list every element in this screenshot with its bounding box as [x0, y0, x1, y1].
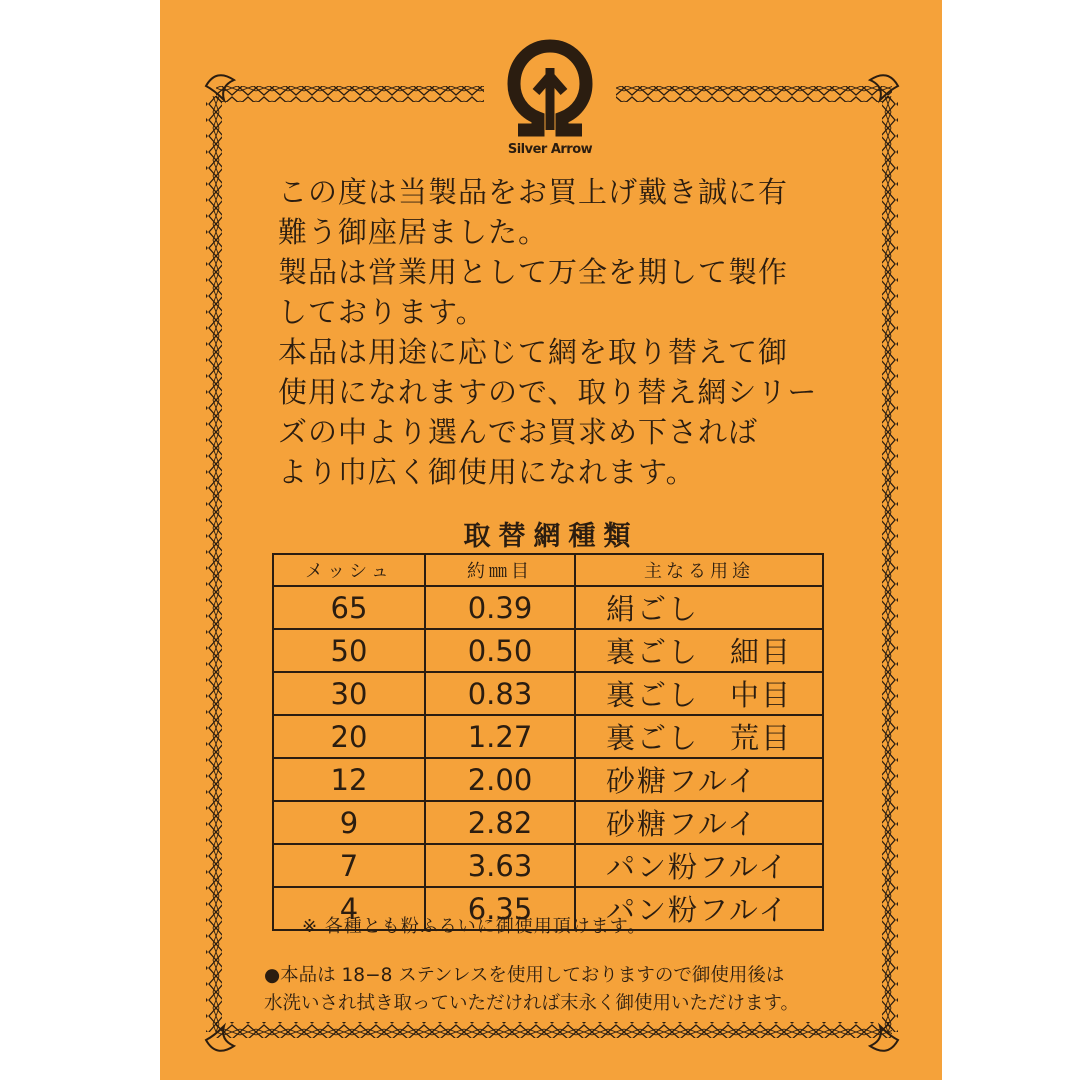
cell-use: 砂糖フルイ	[575, 758, 823, 801]
cell-size: 2.00	[425, 758, 575, 801]
intro-line: この度は当製品をお買上げ戴き誠に有	[278, 175, 789, 209]
cell-mesh: 9	[273, 801, 425, 844]
table-row	[273, 586, 823, 629]
header-main-use: 主なる用途	[575, 554, 823, 586]
cell-mesh: 4	[273, 887, 425, 930]
table-row	[273, 801, 823, 844]
cell-size: 6.35	[425, 887, 575, 930]
table-title: 取替網種類	[463, 521, 639, 552]
cell-size: 0.50	[425, 629, 575, 672]
table-note: ※ 各種とも粉ふるいに御使用頂けます。	[302, 916, 647, 937]
intro-line: 本品は用途に応じて網を取り替えて御	[278, 335, 789, 369]
cell-mesh: 30	[273, 672, 425, 715]
header-opening-size: 約㎜目	[425, 554, 575, 586]
cell-mesh: 7	[273, 844, 425, 887]
table-row	[273, 629, 823, 672]
intro-line: より巾広く御使用になれます。	[278, 455, 696, 489]
table-row	[273, 715, 823, 758]
cell-use: パン粉フルイ	[575, 887, 823, 930]
border-right	[882, 96, 898, 1032]
header-mesh: メッシュ	[273, 554, 425, 586]
border-top-left	[216, 86, 484, 102]
cell-mesh: 65	[273, 586, 425, 629]
product-insert-card	[160, 0, 942, 1080]
intro-line: 難う御座居ました。	[278, 215, 549, 249]
cell-use: 裏ごし 荒目	[575, 715, 823, 758]
intro-line: ズの中より選んでお買求め下されば	[278, 415, 759, 449]
table-row	[273, 844, 823, 887]
cell-use: 裏ごし 細目	[575, 629, 823, 672]
mesh-table	[272, 553, 824, 931]
logo-brand-text: Silver Arrow	[507, 142, 593, 157]
care-instructions	[264, 962, 844, 1018]
cell-size: 0.39	[425, 586, 575, 629]
cell-use: パン粉フルイ	[575, 844, 823, 887]
intro-line: 使用になれますので、取り替え網シリー	[278, 375, 818, 409]
cell-size: 0.83	[425, 672, 575, 715]
cell-mesh: 20	[273, 715, 425, 758]
omega-logo-icon	[500, 34, 600, 144]
intro-text	[278, 172, 838, 492]
cell-mesh: 12	[273, 758, 425, 801]
cell-use: 砂糖フルイ	[575, 801, 823, 844]
intro-line: しております。	[278, 295, 486, 329]
table-header-row	[273, 554, 823, 586]
border-bottom	[216, 1022, 892, 1038]
border-left	[206, 96, 222, 1032]
cell-mesh: 50	[273, 629, 425, 672]
cell-size: 2.82	[425, 801, 575, 844]
cell-size: 1.27	[425, 715, 575, 758]
table-row	[273, 672, 823, 715]
cell-use: 裏ごし 中目	[575, 672, 823, 715]
silver-arrow-logo	[500, 34, 600, 164]
cell-use: 絹ごし	[575, 586, 823, 629]
footer-line: ●本品は 18−8 ステンレスを使用しておりますので御使用後は	[264, 965, 785, 986]
intro-line: 製品は営業用として万全を期して製作	[278, 255, 789, 289]
border-top-right	[616, 86, 892, 102]
table-row	[273, 758, 823, 801]
cell-size: 3.63	[425, 844, 575, 887]
footer-line: 水洗いされ拭き取っていただければ末永く御使用いただけます。	[264, 993, 800, 1014]
